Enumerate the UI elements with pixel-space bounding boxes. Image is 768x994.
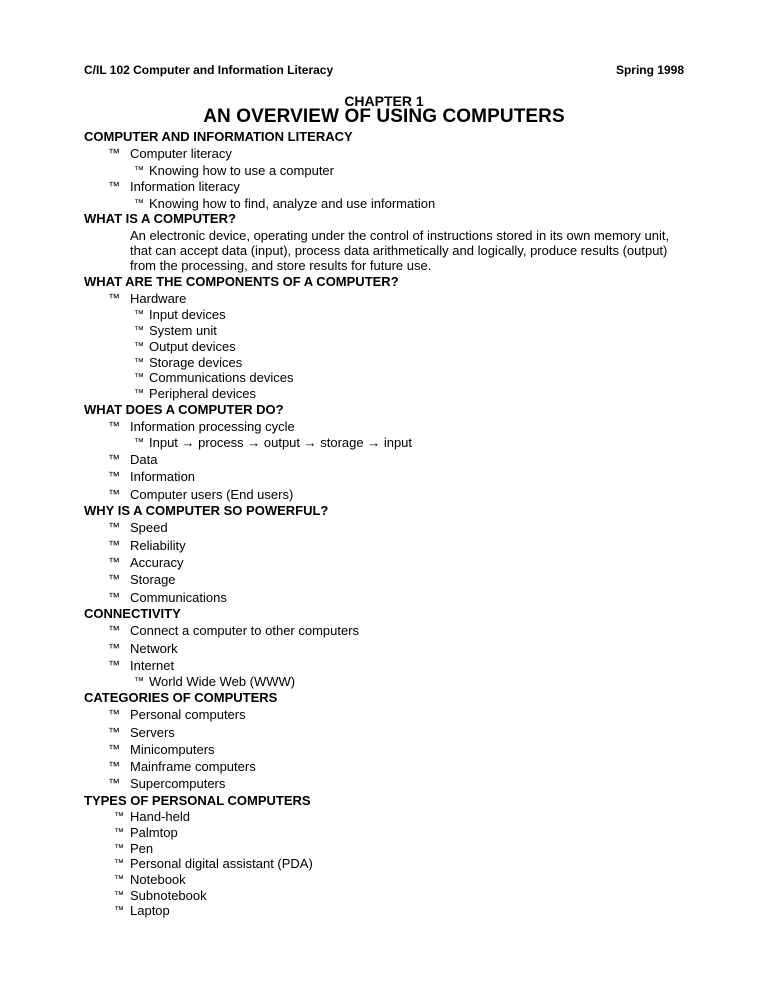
sub-list-item	[84, 674, 684, 690]
list-item	[84, 537, 684, 554]
item-text: Computer literacy	[130, 146, 232, 162]
bullet-icon: ™	[108, 554, 120, 569]
item-text: Computer users (End users)	[130, 486, 294, 502]
list-item	[84, 178, 684, 195]
item-text: Connect a computer to other computers	[130, 623, 360, 639]
sub-list-item	[84, 355, 684, 371]
bullet-icon: ™	[108, 469, 120, 484]
bullet-icon: ™	[134, 340, 144, 352]
bullet-icon: ™	[114, 873, 124, 885]
bullet-icon: ™	[108, 520, 120, 535]
list-item	[84, 903, 684, 919]
item-text: Network	[130, 640, 178, 656]
section-heading-literacy: COMPUTER AND INFORMATION LITERACY	[84, 129, 353, 144]
sub-list-item	[84, 196, 684, 212]
sub-list-item	[84, 307, 684, 323]
section-heading-does: WHAT DOES A COMPUTER DO?	[84, 401, 284, 417]
bullet-icon: ™	[108, 589, 120, 604]
item-text: Personal computers	[130, 707, 246, 723]
bullet-icon: ™	[134, 676, 144, 688]
bullet-icon: ™	[108, 291, 120, 306]
sub-list-item	[84, 386, 684, 402]
list-item	[84, 290, 684, 307]
list-item	[84, 856, 684, 872]
list-item	[84, 640, 684, 657]
list-item	[84, 724, 684, 741]
section-heading-connectivity: CONNECTIVITY	[84, 605, 181, 621]
course-title: C/IL 102 Computer and Information Literacy	[84, 63, 334, 77]
chapter-label: CHAPTER 1	[344, 93, 424, 109]
item-text: Output devices	[149, 338, 236, 354]
bullet-icon: ™	[108, 657, 120, 672]
list-item	[84, 145, 684, 162]
item-text: Input devices	[149, 307, 226, 323]
bullet-icon: ™	[134, 372, 144, 384]
item-text: Information	[130, 469, 196, 485]
outline	[84, 129, 684, 919]
bullet-icon: ™	[114, 905, 124, 917]
bullet-icon: ™	[108, 179, 120, 194]
list-item	[84, 758, 684, 775]
list-item	[84, 554, 684, 571]
item-text: Mainframe computers	[130, 759, 256, 775]
bullet-icon: ™	[108, 707, 120, 722]
item-text: Knowing how to find, analyze and use information	[149, 195, 436, 211]
sub-list-item	[84, 163, 684, 179]
item-text: Knowing how to use a computer	[149, 162, 334, 178]
bullet-icon: ™	[108, 452, 120, 467]
item-text: Reliability	[130, 537, 186, 553]
bullet-icon: ™	[108, 572, 120, 587]
chapter-title: AN OVERVIEW OF USING COMPUTERS	[203, 106, 565, 127]
item-text: Storage devices	[149, 354, 243, 370]
item-text: Hardware	[130, 291, 187, 307]
section-heading-types: TYPES OF PERSONAL COMPUTERS	[84, 792, 311, 808]
item-text: World Wide Web (WWW)	[149, 674, 296, 690]
bullet-icon: ™	[134, 164, 144, 176]
bullet-icon: ™	[108, 776, 120, 791]
item-text: System unit	[149, 323, 217, 339]
item-text: Minicomputers	[130, 741, 215, 757]
list-item	[84, 571, 684, 588]
item-text: Notebook	[130, 871, 186, 887]
term-label: Spring 1998	[615, 63, 684, 77]
item-text: Supercomputers	[130, 776, 226, 792]
bullet-icon: ™	[114, 858, 124, 870]
section-heading-categories: CATEGORIES OF COMPUTERS	[84, 689, 278, 705]
bullet-icon: ™	[108, 146, 120, 161]
cycle-text: Input → process → output → storage → input	[149, 435, 413, 451]
list-item	[84, 741, 684, 758]
item-text: Information processing cycle	[130, 419, 295, 435]
bullet-icon: ™	[108, 486, 120, 501]
list-item	[84, 451, 684, 468]
bullet-icon: ™	[108, 741, 120, 756]
section-heading-powerful: WHY IS A COMPUTER SO POWERFUL?	[84, 502, 329, 518]
item-text: Hand-held	[130, 809, 190, 825]
bullet-icon: ™	[108, 640, 120, 655]
sub-list-item	[84, 370, 684, 386]
bullet-icon: ™	[114, 889, 124, 901]
bullet-icon: ™	[114, 842, 124, 854]
bullet-icon: ™	[134, 356, 144, 368]
item-text: Laptop	[130, 903, 170, 919]
list-item	[84, 841, 684, 857]
item-text: Peripheral devices	[149, 385, 256, 401]
item-text: Accuracy	[130, 554, 184, 570]
section-heading-what-is: WHAT IS A COMPUTER?	[84, 211, 236, 227]
list-item	[84, 519, 684, 536]
bullet-icon: ™	[134, 197, 144, 209]
bullet-icon: ™	[134, 437, 144, 449]
list-item	[84, 468, 684, 485]
bullet-icon: ™	[134, 309, 144, 321]
bullet-icon: ™	[108, 623, 120, 638]
item-text: Communications devices	[149, 370, 294, 386]
list-item	[84, 418, 684, 435]
bullet-icon: ™	[114, 826, 124, 838]
list-item	[84, 486, 684, 503]
list-item	[84, 657, 684, 674]
bullet-icon: ™	[108, 724, 120, 739]
list-item	[84, 825, 684, 841]
bullet-icon: ™	[134, 325, 144, 337]
bullet-icon: ™	[108, 419, 120, 434]
item-text: Subnotebook	[130, 887, 207, 903]
list-item	[84, 809, 684, 825]
item-text: Personal digital assistant (PDA)	[130, 856, 313, 872]
sub-list-item	[84, 339, 684, 355]
bullet-icon: ™	[108, 537, 120, 552]
sub-list-item	[84, 323, 684, 339]
item-text: Storage	[130, 572, 176, 588]
bullet-icon: ™	[134, 387, 144, 399]
list-item	[84, 589, 684, 606]
item-text: Palmtop	[130, 824, 178, 840]
bullet-icon: ™	[108, 759, 120, 774]
list-item	[84, 706, 684, 723]
item-text: Pen	[130, 840, 154, 856]
definition-paragraph: An electronic device, operating under the control of instructions stored in its own memory unit, that can accept data (input), process data arithmetically and logically, produce results (output) from the processing, and store results for future use.	[130, 227, 670, 274]
sub-list-item	[84, 435, 684, 451]
item-text: Information literacy	[130, 179, 240, 195]
list-item	[84, 872, 684, 888]
item-text: Speed	[130, 520, 168, 536]
item-text: Data	[130, 452, 158, 468]
item-text: Communications	[130, 589, 227, 605]
section-heading-components: WHAT ARE THE COMPONENTS OF A COMPUTER?	[84, 273, 399, 289]
list-item	[84, 622, 684, 639]
item-text: Servers	[130, 724, 175, 740]
bullet-icon: ™	[114, 811, 124, 823]
list-item	[84, 888, 684, 904]
item-text: Internet	[130, 657, 175, 673]
list-item	[84, 775, 684, 792]
